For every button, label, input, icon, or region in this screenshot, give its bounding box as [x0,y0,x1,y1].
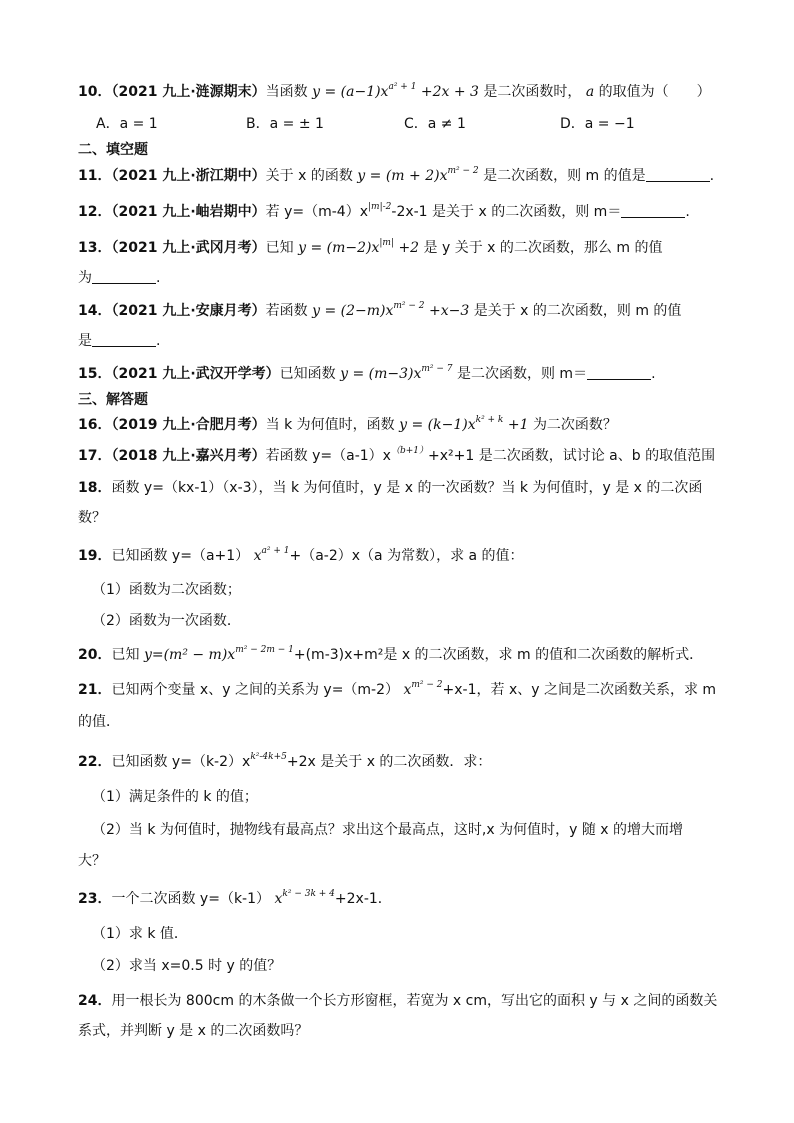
question-18: 18．函数 y=（kx-1）（x-3），当 k 为何值时，y 是 x 的一次函数？当 k 为何值时，y 是 x 的二次函 [78,480,703,496]
answer-blank [621,203,685,218]
choice-a: A．a = 1 [96,116,158,132]
answer-blank [587,365,651,380]
question-16: 16．（2019 九上·合肥月考）当 k 为何值时，函数 $y = (k-1)x^{k^2 + k} +1$ 为二次函数？ [78,415,617,433]
question-17: 17．（2018 九上·嘉兴月考）若函数 $y=(a-1)x^{(b+1)}+x^2+1$ 是二次函数，试讨论 a、b 的取值范围 [78,446,716,464]
question-10: 10．（2021 九上·涟源期末）当函数 $y = (a-1)x^{a^2 + 1} +2x + 3$ 是二次函数时， a 的取值为（ ） [78,82,711,100]
answer-blank [646,167,710,182]
section-fill-in-heading: 二、填空题 [78,142,148,158]
question-22-part-2-cont: 大？ [78,853,106,869]
choice-c: C．a ≠ 1 [404,116,466,132]
question-24: 24．用一根长为 800cm 的木条做一个长方形窗框，若宽为 x cm，写出它的面积 y 与 x 之间的函数关 [78,993,718,1009]
question-14-cont: 是 . [78,333,161,349]
question-22-part-2: （2）当 k 为何值时，抛物线有最高点？求出这个最高点，这时,x 为何值时，y 随 x 的增大而增 [92,822,684,838]
choice-d: D．a = −1 [560,116,635,132]
question-21: 21．已知两个变量 x、y 之间的关系为 y=（m-2） $x^{m^2 - 2}+x-1$，若 x、y 之间是二次函数关系，求 m [78,680,717,698]
answer-blank [92,332,156,347]
question-12: 12．（2021 九上·岫岩期中）若 $y=(m-4)x^{|m|-2}-2x-1$ 是关于 x 的二次函数，则 m＝ . [78,202,690,220]
choice-b: B．a = ± 1 [246,116,324,132]
section-answer-heading: 三、解答题 [78,392,148,408]
question-13-cont: 为 . [78,270,161,286]
question-24-cont: 系式，并判断 y 是 x 的二次函数吗？ [78,1023,309,1039]
question-23-part-2: （2）求当 x=0.5 时 y 的值？ [92,958,282,974]
answer-blank [92,269,156,284]
question-13: 13．（2021 九上·武冈月考）已知 $y = (m-2)x^{|m|} +2$ 是 y 关于 x 的二次函数，那么 m 的值 [78,238,663,256]
question-21-cont: 的值． [78,714,120,730]
question-11: 11．（2021 九上·浙江期中）关于 x 的函数 $y = (m + 2)x^{m^2 - 2}$ 是二次函数，则 m 的值是 . [78,166,715,184]
question-22-part-1: （1）满足条件的 k 的值； [92,789,258,805]
question-19-part-1: （1）函数为二次函数； [92,582,241,598]
question-22: 22．已知函数 $y=(k-2)x^{k^2-4k+5}+2x$ 是关于 x 的二次函数．求： [78,752,492,770]
question-18-cont: 数？ [78,510,106,526]
question-23-part-1: （1）求 k 值． [92,926,188,942]
question-23: 23．一个二次函数 y=（k-1） $x^{k^2 - 3k + 4}+2x-1$． [78,889,392,907]
question-15: 15．（2021 九上·武汉开学考）已知函数 $y = (m-3)x^{m^2 - 7}$ 是二次函数，则 m＝ . [78,364,656,382]
question-14: 14．（2021 九上·安康月考）若函数 $y = (2-m)x^{m^2 - 2} +x-3$ 是关于 x 的二次函数，则 m 的值 [78,301,682,319]
question-19: 19．已知函数 y=（a+1） $x^{a^2 + 1}+(a-2)x(a$ 为常数），求 a 的值： [78,546,524,564]
question-20: 20．已知 $y=(m^2 - m)x^{m^2 - 2m - 1}+(m-3)x+m^2$是 x 的二次函数，求 m 的值和二次函数的解析式． [78,645,704,663]
question-19-part-2: （2）函数为一次函数． [92,613,241,629]
